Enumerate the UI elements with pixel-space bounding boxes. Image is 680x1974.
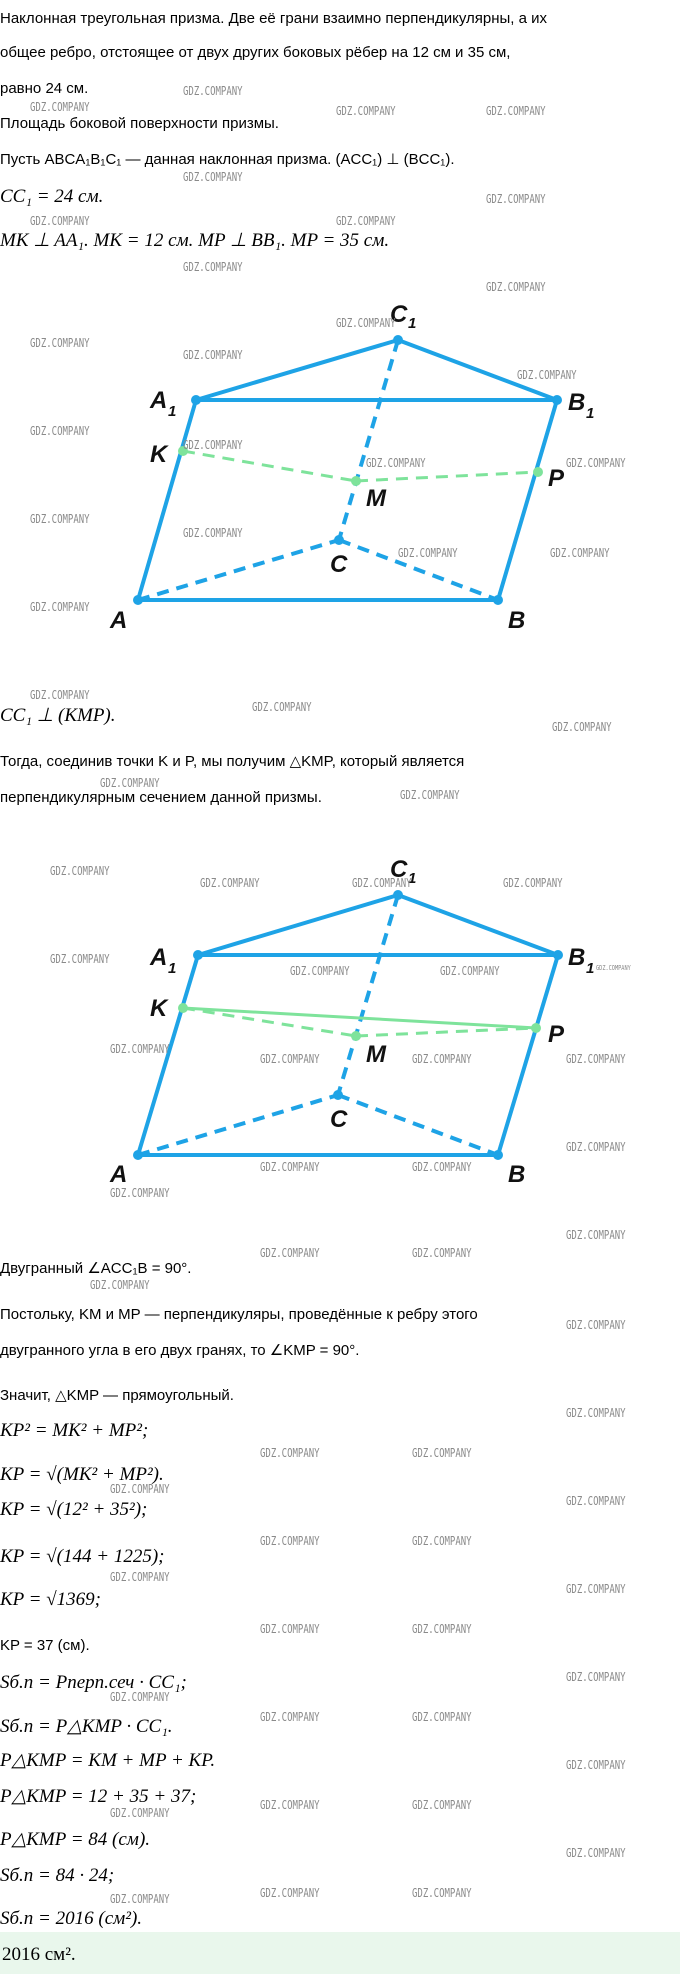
- point-a: [133, 595, 143, 605]
- watermark: GDZ.COMPANY: [352, 876, 412, 890]
- text-line: Наклонная треугольная призма. Две её грани взаимно перпендикулярны, а их: [0, 10, 548, 27]
- point-p: [533, 467, 543, 477]
- watermark: GDZ.COMPANY: [566, 1670, 626, 1684]
- math-line: KP = √1369;: [0, 1589, 102, 1610]
- watermark: GDZ.COMPANY: [183, 348, 243, 362]
- label-sub: 1: [586, 405, 595, 422]
- watermark: GDZ.COMPANY: [183, 170, 243, 184]
- watermark: GDZ.COMPANY: [336, 316, 396, 330]
- prism-figure-1: [0, 280, 680, 660]
- watermark: GDZ.COMPANY: [566, 1228, 626, 1242]
- label-c: C: [330, 551, 348, 578]
- math-line: P△KMP = 12 + 35 + 37;: [0, 1786, 197, 1807]
- label-b: B: [508, 1161, 526, 1188]
- answer-box: [0, 1932, 680, 1974]
- watermark: GDZ.COMPANY: [336, 104, 396, 118]
- point-k: [178, 1003, 188, 1013]
- watermark: GDZ.COMPANY: [90, 1278, 150, 1292]
- point-m: [351, 476, 361, 486]
- answer-text: 2016 см².: [2, 1944, 76, 1965]
- label-k: K: [150, 995, 168, 1022]
- watermark: GDZ.COMPANY: [440, 964, 500, 978]
- watermark: GDZ.COMPANY: [412, 1160, 472, 1174]
- edge-a-c: [138, 1095, 338, 1155]
- edge-b-b1: [498, 955, 558, 1155]
- segment-k-m: [183, 451, 356, 481]
- watermark: GDZ.COMPANY: [260, 1160, 320, 1174]
- watermark: GDZ.COMPANY: [503, 876, 563, 890]
- point-a: [133, 1150, 143, 1160]
- watermark: GDZ.COMPANY: [566, 1758, 626, 1772]
- watermark: GDZ.COMPANY: [183, 526, 243, 540]
- watermark: GDZ.COMPANY: [30, 424, 90, 438]
- point-c: [333, 1090, 343, 1100]
- label-a1: A: [150, 387, 168, 414]
- watermark: GDZ.COMPANY: [110, 1042, 170, 1056]
- point-c1: [393, 890, 403, 900]
- watermark: GDZ.COMPANY: [400, 788, 460, 802]
- math-line: KP² = MK² + MP²;: [0, 1420, 149, 1441]
- text-line: Значит, △KMP — прямоугольный.: [0, 1387, 234, 1404]
- text-line: Тогда, соединив точки K и P, мы получим △KMP, который является: [0, 753, 465, 770]
- watermark: GDZ.COMPANY: [412, 1622, 472, 1636]
- text-line: двугранного угла в его двух гранях, то ∠KMP = 90°.: [0, 1342, 360, 1359]
- label-c1: C: [390, 301, 408, 328]
- watermark: GDZ.COMPANY: [566, 1406, 626, 1420]
- label-b: B: [508, 607, 526, 634]
- watermark: GDZ.COMPANY: [566, 1052, 626, 1066]
- watermark: GDZ.COMPANY: [30, 214, 90, 228]
- label-b1: B: [568, 944, 586, 971]
- math-line: KP = √(12² + 35²);: [0, 1499, 148, 1520]
- watermark: GDZ.COMPANY: [412, 1052, 472, 1066]
- watermark: GDZ.COMPANY: [412, 1246, 472, 1260]
- watermark: GDZ.COMPANY: [260, 1622, 320, 1636]
- text-line: общее ребро, отстоящее от двух других боковых рёбер на 12 см и 35 см,: [0, 44, 511, 61]
- watermark: GDZ.COMPANY: [110, 1570, 170, 1584]
- watermark: GDZ.COMPANY: [550, 546, 610, 560]
- watermark: GDZ.COMPANY: [486, 280, 546, 294]
- point-b1: [552, 395, 562, 405]
- point-b1: [553, 950, 563, 960]
- watermark: GDZ.COMPANY: [566, 456, 626, 470]
- text-line: Двугранный ∠ACC₁B = 90°.: [0, 1260, 192, 1277]
- math-line: MK ⊥ AA₁. MK = 12 см. MP ⊥ BB₁. MP = 35 см.: [0, 230, 390, 251]
- label-p: P: [548, 1021, 565, 1048]
- math-line: KP = √(MK² + MP²).: [0, 1464, 164, 1485]
- watermark: GDZ.COMPANY: [566, 1494, 626, 1508]
- math-line: P△KMP = 84 (см).: [0, 1829, 151, 1850]
- label-sub: 1: [168, 960, 177, 977]
- watermark: GDZ.COMPANY: [200, 876, 260, 890]
- point-a1: [191, 395, 201, 405]
- edge-a-a1: [138, 400, 196, 600]
- label-sub: 1: [408, 870, 417, 887]
- watermark: GDZ.COMPANY: [566, 1582, 626, 1596]
- watermark: GDZ.COMPANY: [336, 214, 396, 228]
- watermark: GDZ.COMPANY: [412, 1534, 472, 1548]
- watermark: GDZ.COMPANY: [110, 1892, 170, 1906]
- point-p: [531, 1023, 541, 1033]
- text-line: Пусть ABCA₁B₁C₁ — данная наклонная призма. (ACC₁) ⊥ (BCC₁).: [0, 151, 455, 168]
- point-b: [493, 1150, 503, 1160]
- math-line: P△KMP = KM + MP + KP.: [0, 1750, 216, 1771]
- watermark: GDZ.COMPANY: [100, 776, 160, 790]
- watermark: GDZ.COMPANY: [30, 512, 90, 526]
- watermark: GDZ.COMPANY: [290, 964, 350, 978]
- watermark: GDZ.COMPANY: [260, 1446, 320, 1460]
- watermark: GDZ.COMPANY: [252, 700, 312, 714]
- watermark: GDZ.COMPANY: [566, 1140, 626, 1154]
- watermark: GDZ.COMPANY: [486, 104, 546, 118]
- watermark: GDZ.COMPANY: [110, 1186, 170, 1200]
- segment-m-p: [356, 1028, 536, 1036]
- label-sub: 1: [586, 960, 595, 977]
- watermark: GDZ.COMPANY: [110, 1690, 170, 1704]
- math-line: Sб.п = 2016 (см²).: [0, 1908, 143, 1929]
- math-line: CC₁ = 24 см.: [0, 186, 104, 207]
- watermark: GDZ.COMPANY: [552, 720, 612, 734]
- edge-c-b: [338, 1095, 498, 1155]
- watermark: GDZ.COMPANY: [412, 1446, 472, 1460]
- text-line: перпендикулярным сечением данной призмы.: [0, 789, 322, 806]
- math-line: CC₁ ⊥ (KMP).: [0, 705, 116, 726]
- text-line: Постольку, KM и MP — перпендикуляры, проведённые к ребру этого: [0, 1306, 478, 1323]
- point-c1: [393, 335, 403, 345]
- label-p: P: [548, 465, 565, 492]
- watermark: GDZ.COMPANY: [30, 100, 90, 114]
- text-line: KP = 37 (см).: [0, 1637, 90, 1654]
- watermark: GDZ.COMPANY: [260, 1798, 320, 1812]
- math-line: Sб.п = Pперп.сеч · CC₁;: [0, 1672, 187, 1693]
- edge-c1-b1: [398, 895, 558, 955]
- watermark: GDZ.COMPANY: [486, 192, 546, 206]
- label-k: K: [150, 441, 168, 468]
- text-line: Площадь боковой поверхности призмы.: [0, 115, 279, 132]
- math-line: KP = √(144 + 1225);: [0, 1546, 165, 1567]
- watermark: GDZ.COMPANY: [398, 546, 458, 560]
- watermark: GDZ.COMPANY: [412, 1798, 472, 1812]
- point-m: [351, 1031, 361, 1041]
- math-line: Sб.п = 84 · 24;: [0, 1865, 115, 1886]
- edge-a1-c1: [198, 895, 398, 955]
- watermark: GDZ.COMPANY: [110, 1482, 170, 1496]
- segment-k-p: [183, 1008, 536, 1028]
- watermark: GDZ.COMPANY: [30, 336, 90, 350]
- point-b: [493, 595, 503, 605]
- watermark-small: GDZ.COMPANY: [596, 964, 631, 972]
- label-c1: C: [390, 856, 408, 883]
- watermark: GDZ.COMPANY: [50, 864, 110, 878]
- watermark: GDZ.COMPANY: [30, 600, 90, 614]
- label-sub: 1: [168, 403, 177, 420]
- watermark: GDZ.COMPANY: [183, 438, 243, 452]
- watermark: GDZ.COMPANY: [260, 1710, 320, 1724]
- watermark: GDZ.COMPANY: [110, 1806, 170, 1820]
- label-a1: A: [150, 944, 168, 971]
- label-sub: 1: [408, 315, 417, 332]
- watermark: GDZ.COMPANY: [566, 1318, 626, 1332]
- watermark: GDZ.COMPANY: [183, 260, 243, 274]
- watermark: GDZ.COMPANY: [183, 84, 243, 98]
- watermark: GDZ.COMPANY: [566, 1846, 626, 1860]
- text-line: равно 24 см.: [0, 80, 89, 97]
- label-m: M: [366, 485, 386, 512]
- label-a: A: [110, 607, 128, 634]
- watermark: GDZ.COMPANY: [412, 1886, 472, 1900]
- watermark: GDZ.COMPANY: [366, 456, 426, 470]
- watermark: GDZ.COMPANY: [517, 368, 577, 382]
- edge-b-b1: [498, 400, 557, 600]
- label-c: C: [330, 1106, 348, 1133]
- watermark: GDZ.COMPANY: [50, 952, 110, 966]
- watermark: GDZ.COMPANY: [260, 1052, 320, 1066]
- watermark: GDZ.COMPANY: [412, 1710, 472, 1724]
- watermark: GDZ.COMPANY: [260, 1246, 320, 1260]
- point-a1: [193, 950, 203, 960]
- edge-a-c: [138, 540, 339, 600]
- segment-m-p: [356, 472, 538, 481]
- label-b1: B: [568, 389, 586, 416]
- label-a: A: [110, 1161, 128, 1188]
- point-c: [334, 535, 344, 545]
- watermark: GDZ.COMPANY: [30, 688, 90, 702]
- math-line: Sб.п = P△KMP · CC₁.: [0, 1716, 173, 1737]
- label-m: M: [366, 1041, 386, 1068]
- watermark: GDZ.COMPANY: [260, 1534, 320, 1548]
- watermark: GDZ.COMPANY: [260, 1886, 320, 1900]
